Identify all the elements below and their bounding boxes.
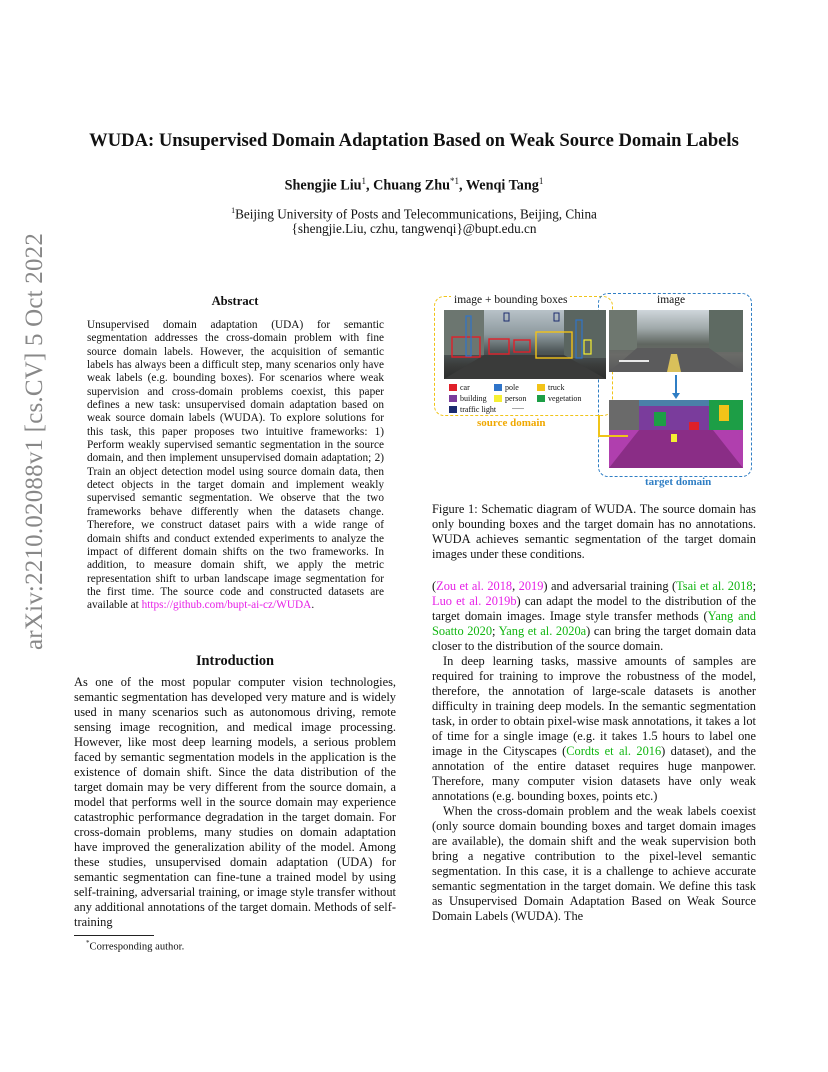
paragraph: When the cross-domain problem and the weak labels coexist (only source domain bounding boxes and target domain images are available), the domain shift and the weak supervision both bring a negative contribution to the pixel-level semantic segmentation. In this case, it is a challenge to achieve accurate semantic segmentation in the target domain. We define this task as Unsupervised Domain Adaptation Based on Weak Source Domain Labels (WUDA). The (432, 804, 756, 923)
footnote-rule (74, 935, 154, 936)
segmentation-colors (609, 400, 743, 468)
target-street-scene (609, 310, 743, 372)
target-box-label: image (654, 294, 688, 306)
legend-label: car (460, 383, 470, 392)
target-domain-label: target domain (645, 476, 712, 488)
legend-swatch (449, 406, 457, 413)
author-affil-mark: 1 (538, 176, 544, 186)
source-domain-label: source domain (477, 417, 546, 429)
legend-swatch (449, 384, 457, 391)
introduction-heading: Introduction (195, 653, 275, 669)
paragraph-text: ; (492, 624, 499, 638)
legend-item (449, 394, 487, 403)
paragraph-text: , (512, 579, 519, 593)
source-box-label: image + bounding boxes (451, 294, 570, 306)
author-emails: {shengjie.Liu, czhu, tangwenqi}@bupt.edu.cn (291, 221, 537, 237)
legend-swatch (449, 395, 457, 402)
legend-label: traffic light (460, 405, 497, 414)
author-separator: , (459, 177, 466, 194)
author-name: Shengjie Liu (284, 177, 362, 194)
citation-link[interactable]: Cordts et al. 2016 (566, 744, 662, 758)
citation-link[interactable]: 2019 (518, 579, 544, 593)
introduction-body: As one of the most popular computer vision technologies, semantic segmentation has developed very mature and is widely used in many scenarios such as autonomous driving, remote sensing image recognition, and medical image processing. However, like most deep learning models, a serious problem faced by semantic segmentation models in the application is the existence of domain shift. Since the data distribution of the target domain may be very different from the source domain, a model that performs well in the source domain may experience catastrophic performance degradation in the target domain. For cross-domain problems, many studies on domain adaptation have improved the generalization ability of the model. Among these studies, unsupervised domain adaptation (UDA) for semantic segmentation can fine-tune a trained model by using self-training, adversarial training, or image style transfer without any additional annotations of the target domain. Methods of self-training (74, 675, 396, 929)
affiliation-line: Beijing University of Posts and Telecommunications, Beijing, China (235, 206, 597, 222)
footnote (86, 939, 184, 953)
right-column-body (432, 579, 756, 924)
legend-item (537, 383, 564, 392)
legend-item (537, 394, 581, 403)
author-name: Chuang Zhu (373, 177, 451, 194)
paragraph (432, 654, 756, 804)
citation-link[interactable]: Tsai et al. 2018 (676, 579, 753, 593)
affiliation-mark: 1 (231, 206, 236, 215)
code-link[interactable]: https://github.com/bupt-ai-cz/WUDA (141, 599, 312, 612)
legend-item (449, 405, 496, 414)
citation-link[interactable]: Yang et al. 2020a (498, 624, 587, 638)
legend-more: ...... (512, 402, 524, 411)
abstract-text: Unsupervised domain adaptation (UDA) for semantic segmentation addresses the cross-domain problem with fine source domain labels. However, the acquisition of semantic labels has always been a difficult step, many scenarios only have weak labels (e.g. bounding boxes). For scenarios where weak supervision and cross-domain problems coexist, this paper defines a new task: unsupervised domain adaptation based on weak source domain labels (WUDA). To explore solutions for this task, this paper proposes two intuitive frameworks: 1) Perform weakly supervised semantic segmentation in the source domain, and then implement unsupervised domain adaptation; 2) Train an object detection model using source domain data, then detect objects in the target domain and implement weakly supervised semantic segmentation. We observe that the two frameworks behave differently when the datasets change. Therefore, we construct dataset pairs with a wide range of domain shifts and conduct extended experiments to analyze the impact of different domain shifts on the two frameworks. In addition, to measure domain shift, we apply the metric representation shift to urban landscape image segmentation for the first time. The source code and constructed datasets are available at (87, 319, 384, 612)
legend-label: building (460, 394, 487, 403)
paragraph-text: ) and adversarial training ( (543, 579, 677, 593)
source-image-with-boxes (444, 310, 606, 379)
citation-link[interactable]: Zou et al. 2018 (436, 579, 513, 593)
legend-swatch (494, 395, 502, 402)
figure-1 (432, 290, 756, 490)
citation-link[interactable]: Yang and Soatto 2020 (432, 609, 756, 638)
author-name: Wenqi Tang (465, 177, 539, 194)
citation-link[interactable]: Luo et al. 2019b (432, 594, 517, 608)
source-street-scene (444, 310, 606, 379)
flow-arrow (675, 375, 677, 395)
author-list (0, 176, 828, 195)
target-image (609, 310, 743, 372)
paragraph-text: ) dataset), and the annotation of the entire dataset requires huge manpower. Therefore, many computer vision datasets have only weak annotations (e.g. bounding boxes, points etc.) (432, 744, 756, 803)
target-segmentation-map (609, 400, 743, 468)
abstract-end: . (311, 599, 315, 612)
figure-caption: Figure 1: Schematic diagram of WUDA. The source domain has only bounding boxes and the target domain has no annotations. WUDA achieves semantic segmentation of the target domain images under these conditions. (432, 502, 756, 561)
legend-item (449, 383, 470, 392)
legend-label: person (505, 394, 527, 403)
paper-title: WUDA: Unsupervised Domain Adaptation Based on Weak Source Domain Labels (89, 130, 739, 151)
source-connector-line (598, 415, 600, 436)
paragraph-text: ) can bring the target domain data closer to the distribution of the source domain. (432, 624, 757, 653)
author-affil-mark: 1 (361, 176, 367, 186)
paragraph-text: ) can adapt the model to the distribution of the target domain images. Image style transfer methods ( (432, 594, 756, 623)
abstract-heading: Abstract (211, 294, 259, 308)
affiliation (0, 203, 828, 236)
paragraph (432, 579, 756, 654)
footnote-text: Corresponding author. (89, 941, 185, 953)
legend-label: truck (548, 383, 565, 392)
author-affil-mark: *1 (450, 176, 460, 186)
footnote-mark: * (86, 939, 90, 947)
source-connector-line (598, 435, 628, 437)
paragraph-text: In deep learning tasks, massive amounts of samples are required for training to improve the robustness of the model, therefore, the annotation of large-scale datasets is another difficulty in training deep models. In the semantic segmentation task, in order to obtain pixel-wise mask annotations, it takes a lot of time for a single image (e.g. it takes 1.5 hours to label one image in the Cityscapes ( (432, 654, 756, 758)
arxiv-stamp: arXiv:2210.02088v1 [cs.CV] 5 Oct 2022 (21, 232, 48, 650)
legend-swatch (537, 395, 545, 402)
author-separator: , (366, 177, 374, 194)
legend-swatch (494, 384, 502, 391)
legend-label: pole (505, 383, 519, 392)
abstract-body (87, 319, 384, 613)
paragraph-text: ( (432, 579, 437, 593)
paragraph-text: ; (752, 579, 757, 593)
legend-swatch (537, 384, 545, 391)
legend-label: vegetation (548, 394, 582, 403)
arrow-head-icon (672, 393, 680, 399)
legend-item (494, 383, 519, 392)
